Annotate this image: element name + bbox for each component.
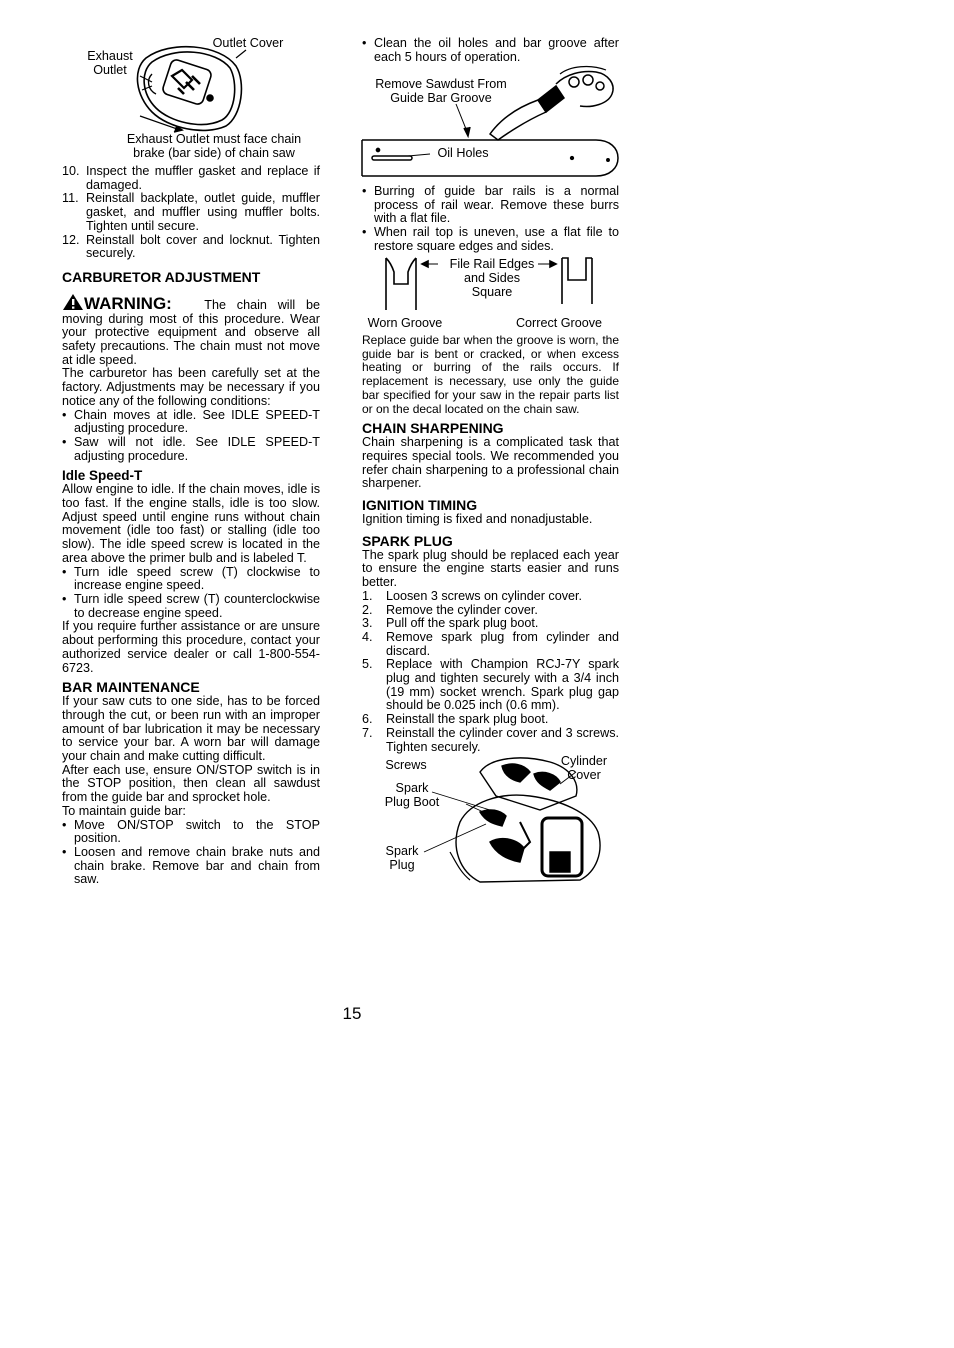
bullet-item: • Loosen and remove chain brake nuts and chain brake. Remove bar and chain from saw. — [62, 844, 320, 887]
muffler-steps — [62, 165, 320, 261]
correct-groove-label: Correct Groove — [515, 316, 603, 330]
muffler-caption: Exhaust Outlet must face chain brake (bar side) of chain saw — [126, 132, 302, 160]
step-item: 2. Remove the cylinder cover. — [362, 602, 538, 617]
worn-groove-label: Worn Groove — [367, 316, 443, 330]
bullet-item: • Turn idle speed screw (T) counterclockwise to decrease engine speed. — [62, 591, 320, 620]
carburetor-heading: CARBURETOR ADJUSTMENT — [62, 268, 261, 285]
idle-text: Allow engine to idle. If the chain moves, idle is too fast. If the engine stalls, idle is too slow. Adjust speed until engine runs without chain movement (idle too fast) or stalling (idle too slow). The idle speed screw is located in the area above the primer bulb and is labeled T. — [62, 482, 320, 565]
spark-plug-text: The spark plug should be replaced each year to ensure the engine starts easier and runs better. — [362, 547, 619, 590]
step-item: 7. Reinstall the cylinder cover and 3 screws. Tighten securely. — [362, 725, 619, 754]
file-rail-label: File Rail Edges and Sides Square — [449, 257, 535, 299]
bullet-item: • Chain moves at idle. See IDLE SPEED-T adjusting procedure. — [62, 407, 320, 436]
chain-sharpening-heading: CHAIN SHARPENING — [362, 420, 504, 437]
warning-word: WARNING: — [84, 293, 172, 313]
spark-plug-label: Spark Plug — [385, 844, 419, 872]
right-column — [362, 334, 619, 754]
idle-after: If you require further assistance or are unsure about performing this procedure, contact your authorized service dealer or call 1-800-554-6723. — [62, 619, 320, 675]
replace-bar-text: Replace guide bar when the groove is worn, the guide bar is bent or cracked, or when excess heating or burring of the rails occurs. If replacement is necessary, use only the guide bar specified for your saw in the repair parts list or on the decal located on the chain saw. — [362, 333, 619, 416]
chain-sharpening-text: Chain sharpening is a complicated task that requires special tools. We recommended you refer chain sharpening to a professional chain sharpener. — [362, 435, 619, 491]
bullet-item: • When rail top is uneven, use a flat file to restore square edges and sides. — [362, 225, 619, 253]
page-number: 15 — [342, 1004, 362, 1023]
cylinder-cover-label: Cylinder Cover — [560, 754, 608, 782]
step-item: 5. Replace with Champion RCJ-7Y spark plug and tighten securely with a 3/4 inch (19 mm) socket wrench. Spark plug gap should be 0.025 inch (0.6 mm). — [362, 657, 619, 713]
step-item: 11. Reinstall backplate, outlet guide, muffler gasket, and muffler using muffler bolts. Tighten until secure. — [62, 191, 320, 233]
bullet-item: • Burring of guide bar rails is a normal process of rail wear. Remove these burrs with a flat file. — [362, 184, 619, 226]
screws-label: Screws — [385, 758, 427, 772]
bullet-item: • Move ON/STOP switch to the STOP position. — [62, 817, 320, 846]
right-top-bullet — [362, 37, 619, 64]
bullet-item: • Turn idle speed screw (T) clockwise to increase engine speed. — [62, 564, 320, 593]
bar-p3: To maintain guide bar: — [62, 803, 186, 818]
warning-block — [62, 293, 320, 368]
warning-triangle-icon — [62, 293, 84, 311]
spark-plug-heading: SPARK PLUG — [362, 532, 453, 549]
ignition-timing-heading: IGNITION TIMING — [362, 497, 478, 514]
outlet-cover-label: Outlet Cover — [212, 36, 284, 50]
ignition-timing-text: Ignition timing is fixed and nonadjustable. — [362, 512, 593, 527]
idle-speed-heading: Idle Speed-T — [62, 468, 143, 484]
left-column — [62, 165, 320, 887]
step-item: 10. Inspect the muffler gasket and replace if damaged. — [62, 164, 320, 192]
remove-sawdust-label: Remove Sawdust From Guide Bar Groove — [375, 77, 507, 105]
step-item: 12. Reinstall bolt cover and locknut. Tighten securely. — [62, 232, 320, 261]
step-item: 4. Remove spark plug from cylinder and discard. — [362, 629, 619, 658]
right-bullets-2 — [362, 185, 619, 254]
warning-text: The chain will be moving during most of this procedure. Wear your protective equipment and observe all safety precautions. The chain must not move at idle speed. — [62, 297, 320, 367]
bar-p2: After each use, ensure ON/STOP switch is in the STOP position, then clean all sawdust from the guide bar and sprocket hole. — [62, 762, 320, 805]
bullet-item: • Saw will not idle. See IDLE SPEED-T adjusting procedure. — [62, 434, 320, 463]
bullet-item: • Clean the oil holes and bar groove after each 5 hours of operation. — [362, 36, 619, 64]
oil-holes-label: Oil Holes — [437, 146, 489, 160]
carb-intro: The carburetor has been carefully set at the factory. Adjustments may be necessary if you notice any of the following conditions: — [62, 366, 320, 408]
bar-maintenance-heading: BAR MAINTENANCE — [62, 679, 200, 696]
step-item: 6. Reinstall the spark plug boot. — [362, 712, 549, 727]
exhaust-outlet-label: Exhaust Outlet — [87, 49, 133, 77]
step-item: 1. Loosen 3 screws on cylinder cover. — [362, 588, 583, 603]
bar-p1: If your saw cuts to one side, has to be forced through the cut, or been run with an improper amount of bar lubrication it may be necessary to service your bar. A worn bar will damage your chain and make cutting difficult. — [62, 694, 320, 764]
spark-plug-boot-label: Spark Plug Boot — [384, 781, 440, 809]
step-item: 3. Pull off the spark plug boot. — [362, 616, 539, 631]
